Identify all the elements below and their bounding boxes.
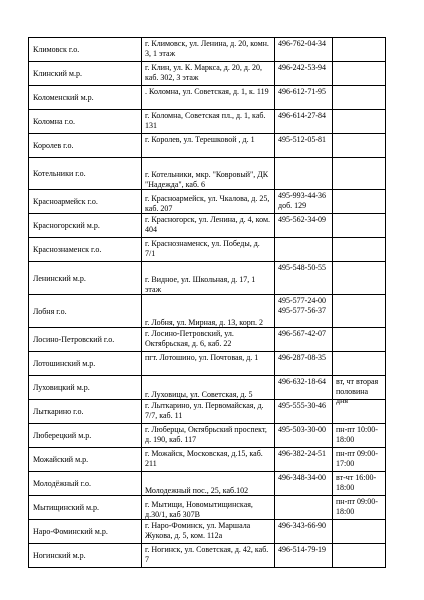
- phone-cell-text: 496-287-08-35: [278, 353, 326, 362]
- phone-cell-text: 495-503-30-00: [278, 425, 326, 434]
- phone-cell-text: 496-514-79-19: [278, 545, 326, 554]
- address-cell: [142, 38, 275, 62]
- phone-cell: [275, 520, 333, 544]
- hours-cell: [333, 352, 386, 376]
- hours-cell: [333, 520, 386, 544]
- address-cell-text: г. Видное, ул. Школьная, д. 17, 1 этаж: [145, 275, 256, 294]
- address-cell: [142, 295, 275, 328]
- table-row: [29, 262, 386, 295]
- table-row: [29, 448, 386, 472]
- table-row: [29, 472, 386, 496]
- table-row: [29, 38, 386, 62]
- table-row: [29, 110, 386, 134]
- district-name-cell: [29, 62, 142, 86]
- table-row: [29, 352, 386, 376]
- district-name: Климовск г.о.: [33, 45, 80, 55]
- district-name-cell: [29, 520, 142, 544]
- hours-cell-text: вт, чт вторая половина дня: [336, 377, 379, 405]
- district-name: Лосино-Петровский г.о.: [33, 335, 115, 345]
- district-name: Можайский м.р.: [33, 455, 89, 465]
- district-name-cell: [29, 158, 142, 190]
- district-name-cell: [29, 110, 142, 134]
- address-cell: [142, 134, 275, 158]
- table-row: [29, 376, 386, 400]
- table-row: [29, 190, 386, 214]
- address-cell-text: пгт. Лотошино, ул. Почтовая, д. 1: [145, 353, 259, 362]
- district-name: Мытищинский м.р.: [33, 503, 100, 513]
- hours-cell: [333, 86, 386, 110]
- phone-cell-text: 496-762-04-34: [278, 39, 326, 48]
- phone-cell: [275, 496, 333, 520]
- hours-cell: [333, 376, 386, 405]
- district-name-cell: [29, 376, 142, 400]
- table-row: [29, 400, 386, 424]
- address-cell-text: г. Мытищи, Новомытищинская, д.30/1, каб 307В: [145, 500, 253, 519]
- table-row: [29, 86, 386, 110]
- district-name-cell: [29, 424, 142, 448]
- table-row: [29, 158, 386, 190]
- table-row: [29, 238, 386, 262]
- phone-cell-text: 496-348-34-00: [278, 473, 326, 482]
- address-cell: [142, 190, 275, 214]
- table-row: [29, 544, 386, 568]
- district-name-cell: [29, 134, 142, 158]
- hours-cell: [333, 544, 386, 568]
- address-cell: [142, 238, 275, 262]
- districts-table: [28, 37, 386, 568]
- hours-cell: [333, 328, 386, 352]
- district-name-cell: [29, 262, 142, 295]
- hours-cell: [333, 262, 386, 295]
- phone-cell-text: 495-512-05-81: [278, 135, 326, 144]
- district-name-cell: [29, 544, 142, 568]
- district-name: Красноармейск г.о.: [33, 197, 98, 207]
- district-name-cell: [29, 190, 142, 214]
- address-cell-text: г. Королев, ул. Терешковой , д. 1: [145, 135, 255, 144]
- address-cell: [142, 110, 275, 134]
- address-cell: [142, 158, 275, 190]
- address-cell: [142, 424, 275, 448]
- address-cell-text: г. Можайск, Московская, д.15, каб. 211: [145, 449, 263, 468]
- phone-cell-text: 495-577-24-00 495-577-56-37: [278, 296, 326, 315]
- address-cell: [142, 376, 275, 400]
- district-name: Лотошинский м.р.: [33, 359, 96, 369]
- district-name-cell: [29, 86, 142, 110]
- district-name: Коломенский м.р.: [33, 93, 94, 103]
- district-name: Лобня г.о.: [33, 306, 67, 316]
- district-name: Люберецкий м.р.: [33, 431, 92, 441]
- address-cell: [142, 400, 275, 424]
- district-name-cell: [29, 295, 142, 328]
- hours-cell: [333, 110, 386, 134]
- hours-cell: [333, 424, 386, 448]
- hours-cell-text: пн-пт 10:00-18:00: [336, 425, 378, 444]
- address-cell-text: г. Котельники, мкр. "Ковровый", ДК "Надежда", каб. 6: [145, 170, 269, 189]
- district-name: Луховицкий м.р.: [33, 383, 90, 393]
- address-cell: [142, 544, 275, 568]
- phone-cell: [275, 376, 333, 400]
- address-cell: [142, 262, 275, 295]
- phone-cell: [275, 400, 333, 424]
- phone-cell: [275, 262, 333, 295]
- hours-cell: [333, 496, 386, 520]
- district-name-cell: [29, 472, 142, 496]
- district-name-cell: [29, 352, 142, 376]
- address-cell: [142, 328, 275, 352]
- phone-cell-text: 496-612-71-95: [278, 87, 326, 96]
- address-cell-text: Молодежный пос., 25, каб.102: [145, 485, 249, 495]
- address-cell-text: г. Краснознаменск, ул. Победы, д. 7/1: [145, 239, 260, 258]
- phone-cell: [275, 448, 333, 472]
- district-name: Краснознаменск г.о.: [33, 245, 102, 255]
- table-row: [29, 328, 386, 352]
- phone-cell: [275, 424, 333, 448]
- table-row: [29, 496, 386, 520]
- phone-cell: [275, 158, 333, 190]
- address-cell-text: г. Лобня, ул. Мирная, д. 13, корп. 2: [145, 317, 264, 327]
- phone-cell-text: 495-562-34-09: [278, 215, 326, 224]
- phone-cell: [275, 134, 333, 158]
- phone-cell-text: 495-993-44-36 доб. 129: [278, 191, 326, 210]
- phone-cell-text: 495-555-30-46: [278, 401, 326, 410]
- hours-cell-text: пн-пт 09:00-17:00: [336, 449, 378, 468]
- phone-cell: [275, 190, 333, 214]
- district-name: Коломна г.о.: [33, 117, 75, 127]
- address-cell: [142, 62, 275, 86]
- address-cell: [142, 352, 275, 376]
- table-row: [29, 214, 386, 238]
- address-cell-text: г. Коломна, Советская пл., д. 1, каб. 131: [145, 111, 266, 130]
- phone-cell: [275, 328, 333, 352]
- district-name: Лыткарино г.о.: [33, 407, 84, 417]
- address-cell-text: г. Ногинск, ул. Советская, д. 42, каб. 7: [145, 545, 269, 564]
- phone-cell: [275, 38, 333, 62]
- phone-cell: [275, 214, 333, 238]
- address-cell-text: г. Лосино-Петровский, ул. Октябрьская, д. 6, каб. 22: [145, 329, 234, 348]
- district-name-cell: [29, 400, 142, 424]
- district-name-cell: [29, 496, 142, 520]
- phone-cell: [275, 62, 333, 86]
- district-name: Королев г.о.: [33, 141, 74, 151]
- hours-cell: [333, 448, 386, 472]
- hours-cell: [333, 295, 386, 328]
- address-cell: [142, 520, 275, 544]
- address-cell-text: г. Климовск, ул. Ленина, д. 20, комн. 3, 1 этаж: [145, 39, 269, 58]
- table-row: [29, 424, 386, 448]
- address-cell-text: г. Наро-Фоминск, ул. Маршала Жукова, д. 5, ком. 112а: [145, 521, 251, 540]
- hours-cell: [333, 472, 386, 496]
- address-cell-text: г. Красногорск, ул. Ленина, д. 4, ком. 404: [145, 215, 271, 234]
- table-row: [29, 62, 386, 86]
- address-cell-text: г. Люберцы, Октябрьский проспект, д. 190, каб. 117: [145, 425, 267, 444]
- district-name: Ногинский м.р.: [33, 551, 86, 561]
- district-name: Ленинский м.р.: [33, 273, 86, 283]
- phone-cell: [275, 352, 333, 376]
- address-cell-text: г. Клин, ул. К. Маркса, д. 20, д. 20, каб. 302, 3 этаж: [145, 63, 262, 82]
- phone-cell-text: 496-632-18-64: [278, 377, 326, 386]
- address-cell-text: г. Красноармейск, ул. Чкалова, д. 25, каб. 207: [145, 194, 270, 213]
- district-name: Котельники г.о.: [33, 169, 86, 179]
- address-cell: [142, 86, 275, 110]
- district-name: Наро-Фоминский м.р.: [33, 527, 108, 537]
- phone-cell: [275, 86, 333, 110]
- hours-cell: [333, 134, 386, 158]
- district-name-cell: [29, 448, 142, 472]
- table-row: [29, 520, 386, 544]
- phone-cell: [275, 472, 333, 496]
- phone-cell: [275, 544, 333, 568]
- district-name-cell: [29, 238, 142, 262]
- phone-cell: [275, 295, 333, 328]
- phone-cell-text: 496-567-42-07: [278, 329, 326, 338]
- address-cell: [142, 472, 275, 496]
- table-row: [29, 295, 386, 328]
- hours-cell: [333, 38, 386, 62]
- address-cell-text: . Коломна, ул. Советская, д. 1, к. 119: [145, 87, 269, 96]
- district-name-cell: [29, 328, 142, 352]
- phone-cell-text: 496-382-24-51: [278, 449, 326, 458]
- hours-cell-text: пн-пт 09:00-18:00: [336, 497, 378, 516]
- district-name: Красногорский м.р.: [33, 221, 100, 231]
- hours-cell: [333, 190, 386, 214]
- address-cell-text: г. Луховицы, ул. Советская, д. 5: [145, 389, 253, 399]
- address-cell: [142, 496, 275, 520]
- address-cell-text: г. Лыткарино, ул. Первомайская, д. 7/7, каб. 11: [145, 401, 264, 420]
- phone-cell-text: 496-343-66-90: [278, 521, 326, 530]
- hours-cell: [333, 158, 386, 190]
- table-row: [29, 134, 386, 158]
- address-cell: [142, 214, 275, 238]
- phone-cell-text: 496-242-53-94: [278, 63, 326, 72]
- phone-cell-text: 496-614-27-84: [278, 111, 326, 120]
- district-name-cell: [29, 38, 142, 62]
- phone-cell-text: 495-548-50-55: [278, 263, 326, 272]
- district-name: Клинский м.р.: [33, 69, 82, 79]
- hours-cell: [333, 214, 386, 238]
- hours-cell: [333, 62, 386, 86]
- district-name-cell: [29, 214, 142, 238]
- hours-cell: [333, 238, 386, 262]
- address-cell: [142, 448, 275, 472]
- hours-cell-text: вт-чт 16:00-18:00: [336, 473, 377, 492]
- phone-cell: [275, 238, 333, 262]
- district-name: Молодёжный г.о.: [33, 479, 92, 489]
- phone-cell: [275, 110, 333, 134]
